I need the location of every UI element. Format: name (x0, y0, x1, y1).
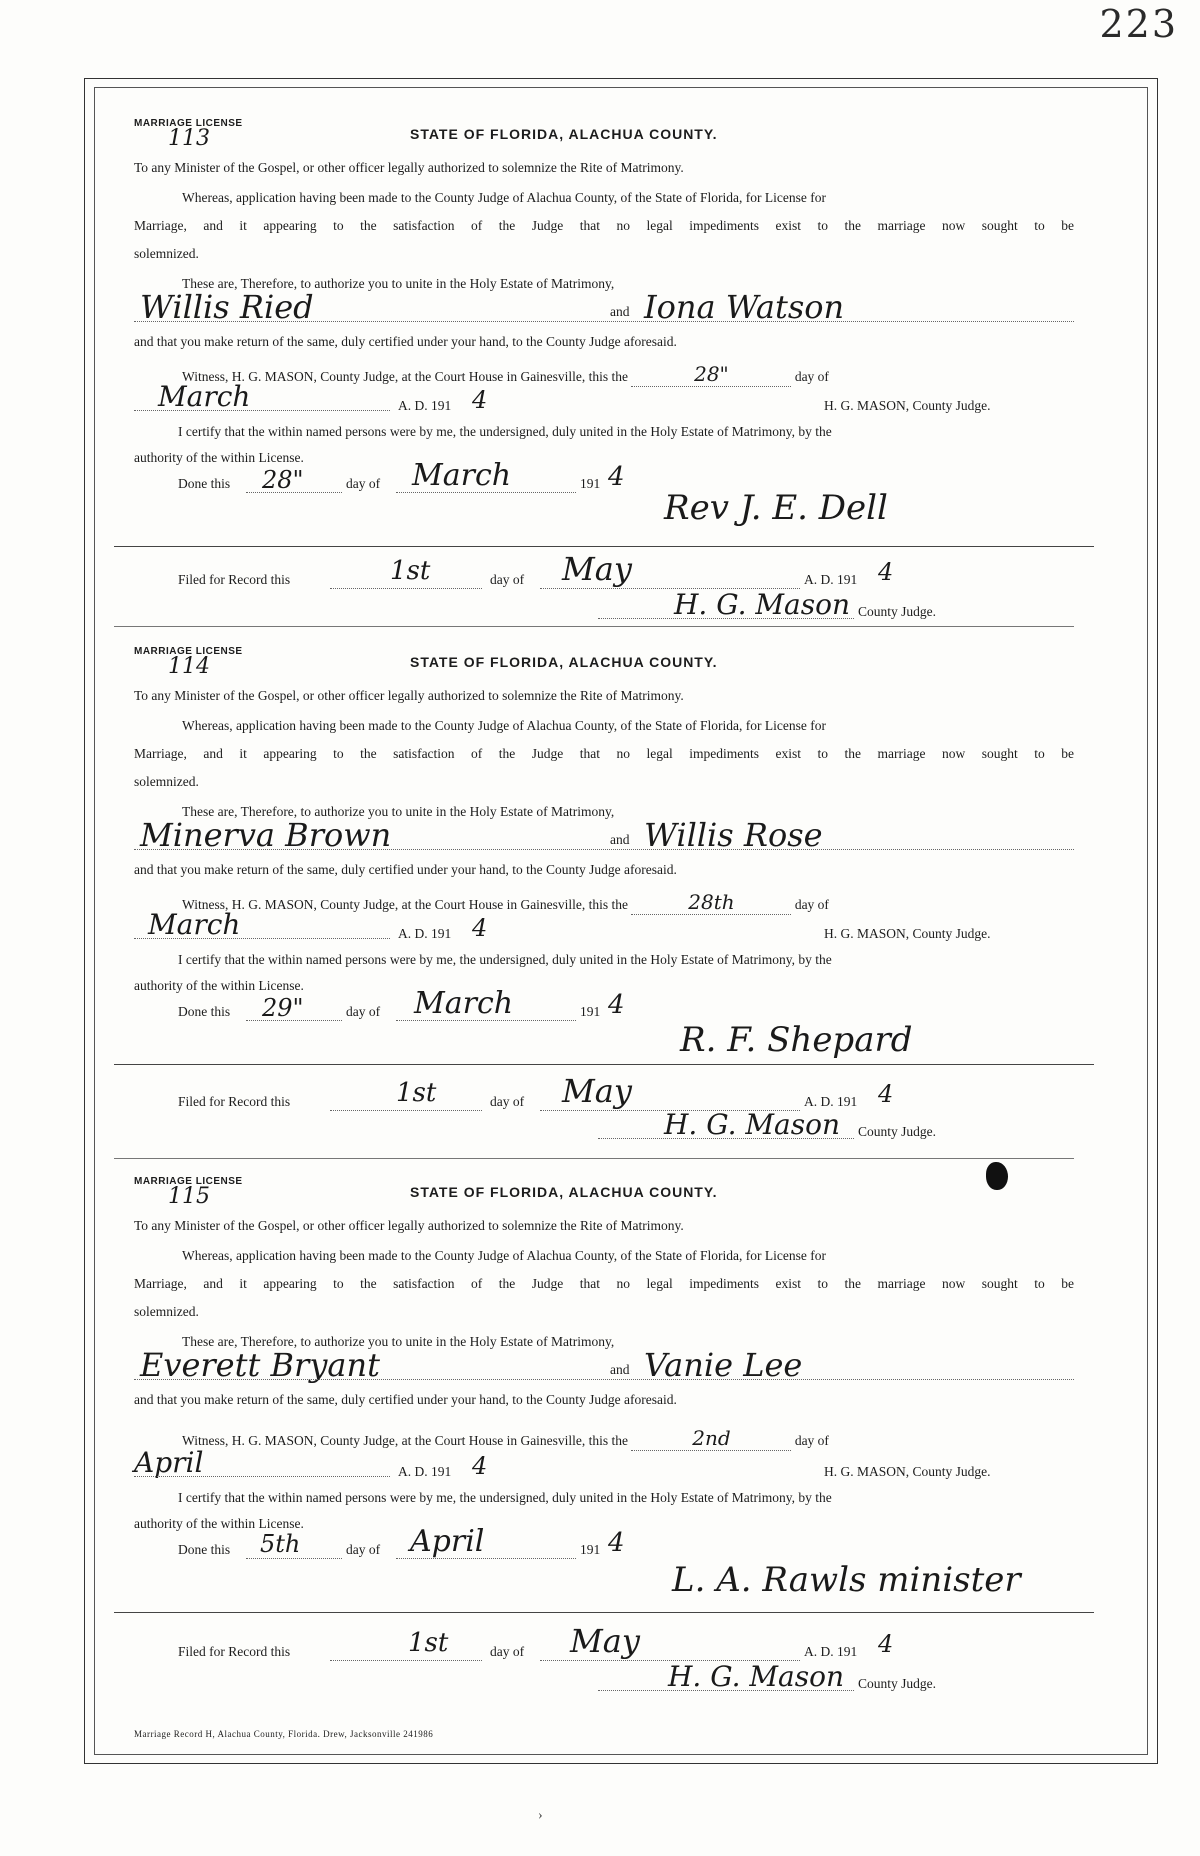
filed-month: May (562, 1072, 632, 1110)
section-separator (114, 626, 1074, 627)
done-year-prefix: 191 (580, 1004, 601, 1019)
bride-name: Vanie Lee (644, 1346, 803, 1384)
these-are-line: These are, Therefore, to authorize you to unite in the Holy Estate of Matrimony, (182, 1334, 615, 1349)
day-of: day of (794, 1433, 829, 1448)
witness-month: March (148, 908, 241, 941)
filed-ad: A. D. 191 (804, 1094, 858, 1109)
filed-day: 1st (408, 1628, 449, 1658)
license-number: 113 (168, 126, 210, 151)
officiant-signature: L. A. Rawls minister (672, 1560, 1021, 1600)
return-line: and that you make return of the same, duly certified under your hand, to the County Judge aforesaid. (134, 1392, 677, 1407)
whereas-line-3: solemnized. (134, 246, 199, 261)
done-month: March (412, 458, 512, 493)
done-row (134, 986, 1074, 1030)
done-year-digit: 4 (608, 990, 625, 1020)
these-are-line: These are, Therefore, to authorize you to unite in the Holy Estate of Matrimony, (182, 276, 615, 291)
state-heading: STATE OF FLORIDA, ALACHUA COUNTY. (410, 1184, 718, 1200)
license-block (134, 118, 1074, 621)
witness-text: Witness, H. G. MASON, County Judge, at the Court House in Gainesville, this the (182, 369, 629, 384)
filed-text: Filed for Record this (178, 1644, 291, 1659)
certify-line-2: authority of the within License. (134, 1516, 304, 1531)
ink-blot (986, 1162, 1008, 1190)
divider-line (114, 1064, 1094, 1065)
ad-prefix: A. D. 191 (398, 926, 452, 941)
license-number: 114 (168, 654, 210, 679)
officiant-signature: Rev J. E. Dell (664, 488, 888, 528)
return-line: and that you make return of the same, duly certified under your hand, to the County Judge aforesaid. (134, 862, 677, 877)
judge-signature-row (134, 1660, 1074, 1696)
filed-month: May (570, 1622, 640, 1660)
witness-date-row (134, 380, 1074, 414)
names-row (134, 816, 1074, 854)
witness-year-digit: 4 (472, 386, 488, 414)
witness-text: Witness, H. G. MASON, County Judge, at the Court House in Gainesville, this the (182, 897, 629, 912)
whereas-line-2: Marriage, and it appearing to the satisfaction of the Judge that no legal impediments exist to the marriage now sought to be (134, 218, 1074, 233)
judge-signature: H. G. Mason (668, 1660, 845, 1693)
done-month: March (414, 986, 514, 1021)
witness-month: April (134, 1446, 204, 1479)
license-label: MARRIAGE LICENSE (134, 1176, 243, 1187)
witness-day: 2nd (692, 1426, 731, 1450)
done-this: Done this (178, 1542, 231, 1557)
ad-prefix: A. D. 191 (398, 1464, 452, 1479)
witness-month: March (158, 380, 251, 413)
done-year-prefix: 191 (580, 476, 601, 491)
groom-name: Willis Ried (140, 288, 314, 326)
certify-line-1: I certify that the within named persons were by me, the undersigned, duly united in the Holy Estate of Matrimony, by the (178, 1490, 832, 1505)
and-word: and (610, 832, 630, 847)
whereas-line-2: Marriage, and it appearing to the satisfaction of the Judge that no legal impediments exist to the marriage now sought to be (134, 746, 1074, 761)
ad-prefix: A. D. 191 (398, 398, 452, 413)
certify-line-1: I certify that the within named persons were by me, the undersigned, duly united in the Holy Estate of Matrimony, by the (178, 952, 832, 967)
filed-year-digit: 4 (878, 1630, 894, 1658)
officiant-signature: R. F. Shepard (680, 1020, 913, 1060)
whereas-line-3: solemnized. (134, 774, 199, 789)
witness-day: 28" (694, 362, 729, 386)
license-label: MARRIAGE LICENSE (134, 118, 243, 129)
witness-year-digit: 4 (472, 1452, 488, 1480)
section-separator (114, 1158, 1074, 1159)
divider-line (114, 546, 1094, 547)
whereas-line-1: Whereas, application having been made to the County Judge of Alachua County, of the State of Florida, for License for (182, 1248, 826, 1263)
filed-row (134, 1622, 1074, 1662)
certify-line-2: authority of the within License. (134, 978, 304, 993)
county-judge-label: County Judge. (858, 1676, 937, 1691)
done-day-of: day of (346, 1542, 381, 1557)
judge-signature: H. G. Mason (674, 588, 851, 621)
names-row (134, 288, 1074, 326)
these-are-line: These are, Therefore, to authorize you to unite in the Holy Estate of Matrimony, (182, 804, 615, 819)
filed-text: Filed for Record this (178, 572, 291, 587)
bride-name: Willis Rose (644, 816, 823, 854)
names-row (134, 1346, 1074, 1384)
judge-name: H. G. MASON, County Judge. (824, 1464, 991, 1479)
done-day-of: day of (346, 476, 381, 491)
filed-row (134, 1072, 1074, 1112)
day-of: day of (794, 369, 829, 384)
judge-signature: H. G. Mason (664, 1108, 841, 1141)
state-heading: STATE OF FLORIDA, ALACHUA COUNTY. (410, 126, 718, 142)
whereas-line-2: Marriage, and it appearing to the satisfaction of the Judge that no legal impediments exist to the marriage now sought to be (134, 1276, 1074, 1291)
return-line: and that you make return of the same, duly certified under your hand, to the County Judge aforesaid. (134, 334, 677, 349)
judge-signature-row (134, 1108, 1074, 1144)
filed-text: Filed for Record this (178, 1094, 291, 1109)
whereas-line-1: Whereas, application having been made to the County Judge of Alachua County, of the State of Florida, for License for (182, 718, 826, 733)
divider-line (114, 1612, 1094, 1613)
groom-name: Everett Bryant (140, 1346, 380, 1384)
license-block (134, 1176, 1074, 1706)
witness-text: Witness, H. G. MASON, County Judge, at the Court House in Gainesville, this the (182, 1433, 629, 1448)
whereas-line-3: solemnized. (134, 1304, 199, 1319)
filed-ad: A. D. 191 (804, 1644, 858, 1659)
done-day: 28" (262, 466, 304, 494)
to-any-minister: To any Minister of the Gospel, or other officer legally authorized to solemnize the Rite of Matrimony. (134, 688, 684, 703)
page-number: 223 (1099, 2, 1178, 46)
page-mark: › (538, 1808, 543, 1823)
witness-date-row (134, 1446, 1074, 1480)
state-heading: STATE OF FLORIDA, ALACHUA COUNTY. (410, 654, 718, 670)
license-label: MARRIAGE LICENSE (134, 646, 243, 657)
filed-day: 1st (390, 556, 431, 586)
judge-signature-row (134, 588, 1074, 624)
and-word: and (610, 1362, 630, 1377)
done-day-of: day of (346, 1004, 381, 1019)
filed-day: 1st (396, 1078, 437, 1108)
witness-day: 28th (688, 890, 735, 914)
judge-name: H. G. MASON, County Judge. (824, 926, 991, 941)
done-day: 5th (260, 1530, 301, 1558)
county-judge-label: County Judge. (858, 1124, 937, 1139)
day-of: day of (794, 897, 829, 912)
judge-name: H. G. MASON, County Judge. (824, 398, 991, 413)
filed-day-of: day of (490, 1094, 525, 1109)
filed-ad: A. D. 191 (804, 572, 858, 587)
filed-year-digit: 4 (878, 1080, 894, 1108)
witness-date-row (134, 908, 1074, 942)
whereas-line-1: Whereas, application having been made to the County Judge of Alachua County, of the State of Florida, for License for (182, 190, 826, 205)
to-any-minister: To any Minister of the Gospel, or other officer legally authorized to solemnize the Rite of Matrimony. (134, 160, 684, 175)
filed-day-of: day of (490, 1644, 525, 1659)
filed-month: May (562, 550, 632, 588)
groom-name: Minerva Brown (140, 816, 392, 854)
and-word: and (610, 304, 630, 319)
license-number: 115 (168, 1184, 210, 1209)
filed-day-of: day of (490, 572, 525, 587)
filed-year-digit: 4 (878, 558, 894, 586)
bride-name: Iona Watson (644, 288, 845, 326)
done-day: 29" (262, 994, 304, 1022)
certify-line-2: authority of the within License. (134, 450, 304, 465)
license-block (134, 646, 1074, 1146)
filed-row (134, 550, 1074, 590)
county-judge-label: County Judge. (858, 604, 937, 619)
to-any-minister: To any Minister of the Gospel, or other officer legally authorized to solemnize the Rite of Matrimony. (134, 1218, 684, 1233)
done-this: Done this (178, 1004, 231, 1019)
witness-year-digit: 4 (472, 914, 488, 942)
done-month: April (410, 1524, 485, 1559)
done-year-digit: 4 (608, 1528, 625, 1558)
done-row (134, 458, 1074, 502)
footer-imprint: Marriage Record H, Alachua County, Florida. Drew, Jacksonville 241986 (134, 1729, 434, 1739)
done-year-prefix: 191 (580, 1542, 601, 1557)
certify-line-1: I certify that the within named persons were by me, the undersigned, duly united in the Holy Estate of Matrimony, by the (178, 424, 832, 439)
done-year-digit: 4 (608, 462, 625, 492)
done-this: Done this (178, 476, 231, 491)
